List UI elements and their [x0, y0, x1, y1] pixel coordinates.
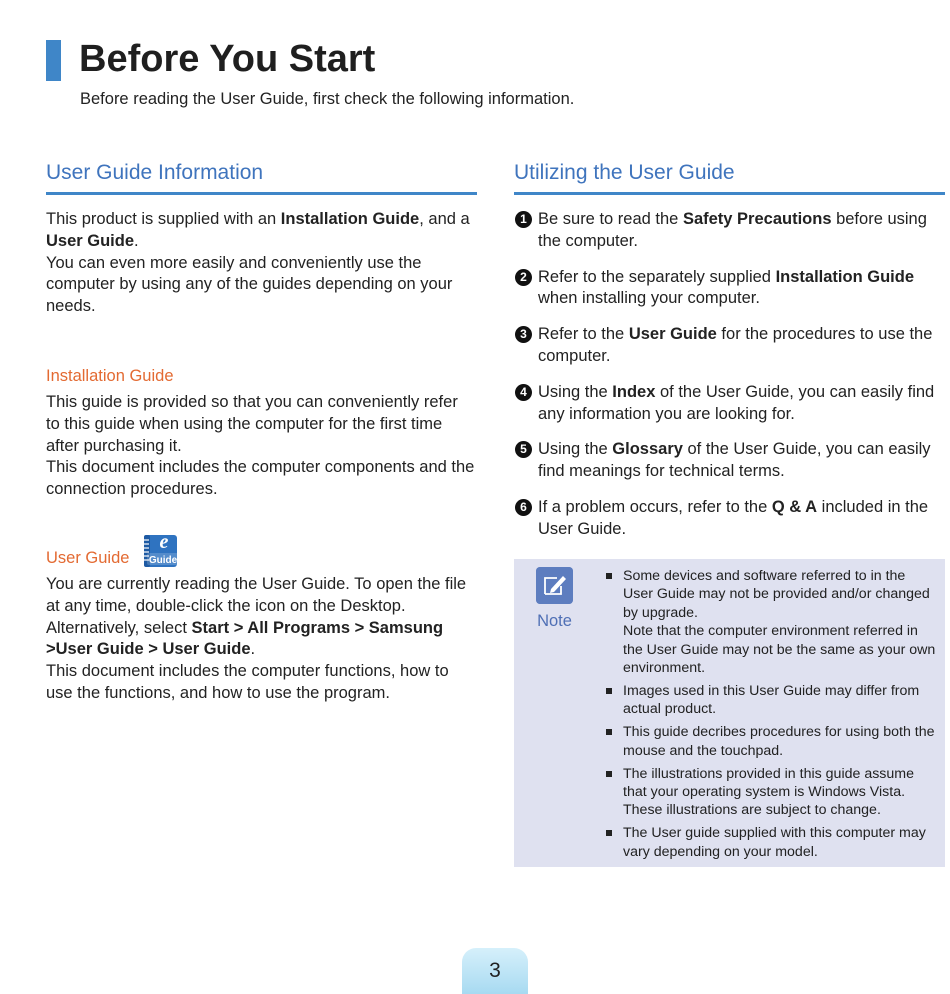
- e-guide-icon-word: Guide: [148, 555, 178, 566]
- sub-heading-user-guide: User Guide: [46, 549, 130, 567]
- list-item-text-part: Using the: [538, 382, 613, 401]
- note-item: [606, 723, 936, 760]
- section-heading-user-guide-information: User Guide Information: [46, 161, 477, 195]
- list-item-text-part: Using the: [538, 440, 613, 459]
- list-item-text-part: Refer to the separately supplied: [538, 267, 776, 286]
- note-item-text: The User guide supplied with this computer may vary depending on your model.: [623, 825, 926, 860]
- numbered-list: [514, 209, 944, 541]
- page-title: Before You Start: [79, 38, 376, 80]
- page-number: 3: [462, 948, 528, 994]
- list-item-text: [538, 267, 944, 311]
- list-item-text-part: Refer to the: [538, 325, 629, 344]
- list-item-text: [538, 497, 944, 541]
- list-item: [514, 267, 944, 311]
- number-badge: 2: [515, 269, 532, 286]
- e-guide-icon: [142, 531, 180, 569]
- installation-paragraph-2: This document includes the computer components and the connection procedures.: [46, 458, 475, 499]
- user-guide-paragraph-2: [46, 618, 476, 662]
- number-badge: 1: [515, 211, 532, 228]
- note-item-text: This guide decribes procedures for using both the mouse and the touchpad.: [623, 724, 935, 759]
- list-item-text-part: If a problem occurs, refer to the: [538, 497, 772, 516]
- intro-paragraph-1: [46, 209, 486, 253]
- number-badge: 6: [515, 499, 532, 516]
- square-bullet-icon: [606, 688, 612, 694]
- square-bullet-icon: [606, 830, 612, 836]
- list-item-bold: User Guide: [628, 325, 717, 344]
- note-item-text: Note that the computer environment referred in the User Guide may not be the same as your own environment.: [623, 623, 936, 677]
- sub-heading-installation-guide: Installation Guide: [46, 367, 174, 385]
- list-item-bold: Installation Guide: [775, 267, 914, 286]
- list-item-text-part: for the procedures to use the computer.: [538, 325, 933, 365]
- note-box: [514, 559, 945, 867]
- list-item-bold: Safety Precautions: [682, 210, 832, 228]
- number-badge: 5: [515, 441, 532, 458]
- square-bullet-icon: [606, 729, 612, 735]
- pencil-note-icon: [536, 567, 573, 604]
- user-guide-menu-path: Start > All Programs > Samsung >User Guide > User Guide: [46, 618, 444, 659]
- note-item: [606, 682, 936, 719]
- list-item-text: [538, 439, 944, 483]
- list-item-text-part: Be sure to read the: [538, 210, 683, 228]
- list-item: [514, 209, 944, 253]
- page-subtitle: Before reading the User Guide, first check the following information.: [80, 90, 575, 108]
- note-list: [606, 567, 936, 866]
- square-bullet-icon: [606, 573, 612, 579]
- note-label: Note: [537, 612, 572, 630]
- list-item: [514, 497, 944, 541]
- number-badge: 4: [515, 384, 532, 401]
- note-item: [606, 824, 936, 861]
- list-item-text: [538, 209, 944, 253]
- e-guide-icon-letter: e: [159, 531, 169, 553]
- intro-text-part: , and a: [419, 210, 470, 228]
- list-item-text: [538, 382, 944, 426]
- intro-paragraph-2: You can even more easily and conveniently use the computer by using any of the guides depending on your needs.: [46, 253, 453, 316]
- list-item-text-part: of the User Guide, you can easily find any information you are looking for.: [538, 382, 935, 423]
- list-item-text-part: when installing your computer.: [538, 289, 760, 308]
- intro-text-part: .: [134, 231, 139, 250]
- user-guide-paragraph-3: This document includes the computer functions, how to use the functions, and how to use the program.: [46, 662, 449, 702]
- note-item: [606, 567, 936, 677]
- user-guide-paragraph-1: You are currently reading the User Guide. To open the file at any time, double-click the icon on the Desktop.: [46, 575, 467, 615]
- list-item: [514, 439, 944, 483]
- note-item-text: The illustrations provided in this guide assume that your operating system is Windows Vista. These illustrations are subject to change.: [623, 765, 914, 819]
- user-guide-text: [46, 574, 476, 705]
- list-item-text: [538, 324, 944, 368]
- section-heading-utilizing-the-user-guide: Utilizing the User Guide: [514, 161, 945, 195]
- user-guide-text-part: .: [250, 640, 256, 659]
- number-badge: 3: [515, 326, 532, 343]
- list-item-text-part: included in the User Guide.: [538, 497, 929, 538]
- intro-bold-user-guide: User Guide: [46, 231, 135, 250]
- intro-text-part: This product is supplied with an: [46, 210, 281, 228]
- list-item: [514, 382, 944, 426]
- list-item: [514, 324, 944, 368]
- note-item-text: Images used in this User Guide may differ from actual product.: [623, 682, 920, 718]
- installation-paragraph-1: This guide is provided so that you can conveniently refer to this guide when using the computer for the first time after purchasing it.: [46, 393, 458, 455]
- list-item-bold: Glossary: [612, 440, 683, 459]
- square-bullet-icon: [606, 771, 612, 777]
- list-item-text-part: before using the computer.: [538, 210, 927, 250]
- title-accent-bar: [46, 40, 61, 81]
- intro-bold-installation-guide: Installation Guide: [280, 210, 420, 228]
- installation-guide-text: [46, 392, 476, 501]
- list-item-bold: Index: [612, 382, 656, 401]
- note-item-text: Some devices and software referred to in the User Guide may not be provided and/or changed by upgrade.: [623, 568, 930, 621]
- intro-text: [46, 209, 486, 318]
- note-item: [606, 765, 936, 820]
- list-item-bold: Q & A: [771, 497, 818, 516]
- list-item-text-part: of the User Guide, you can easily find meanings for technical terms.: [538, 440, 931, 481]
- user-guide-text-part: Alternatively, select: [46, 618, 192, 637]
